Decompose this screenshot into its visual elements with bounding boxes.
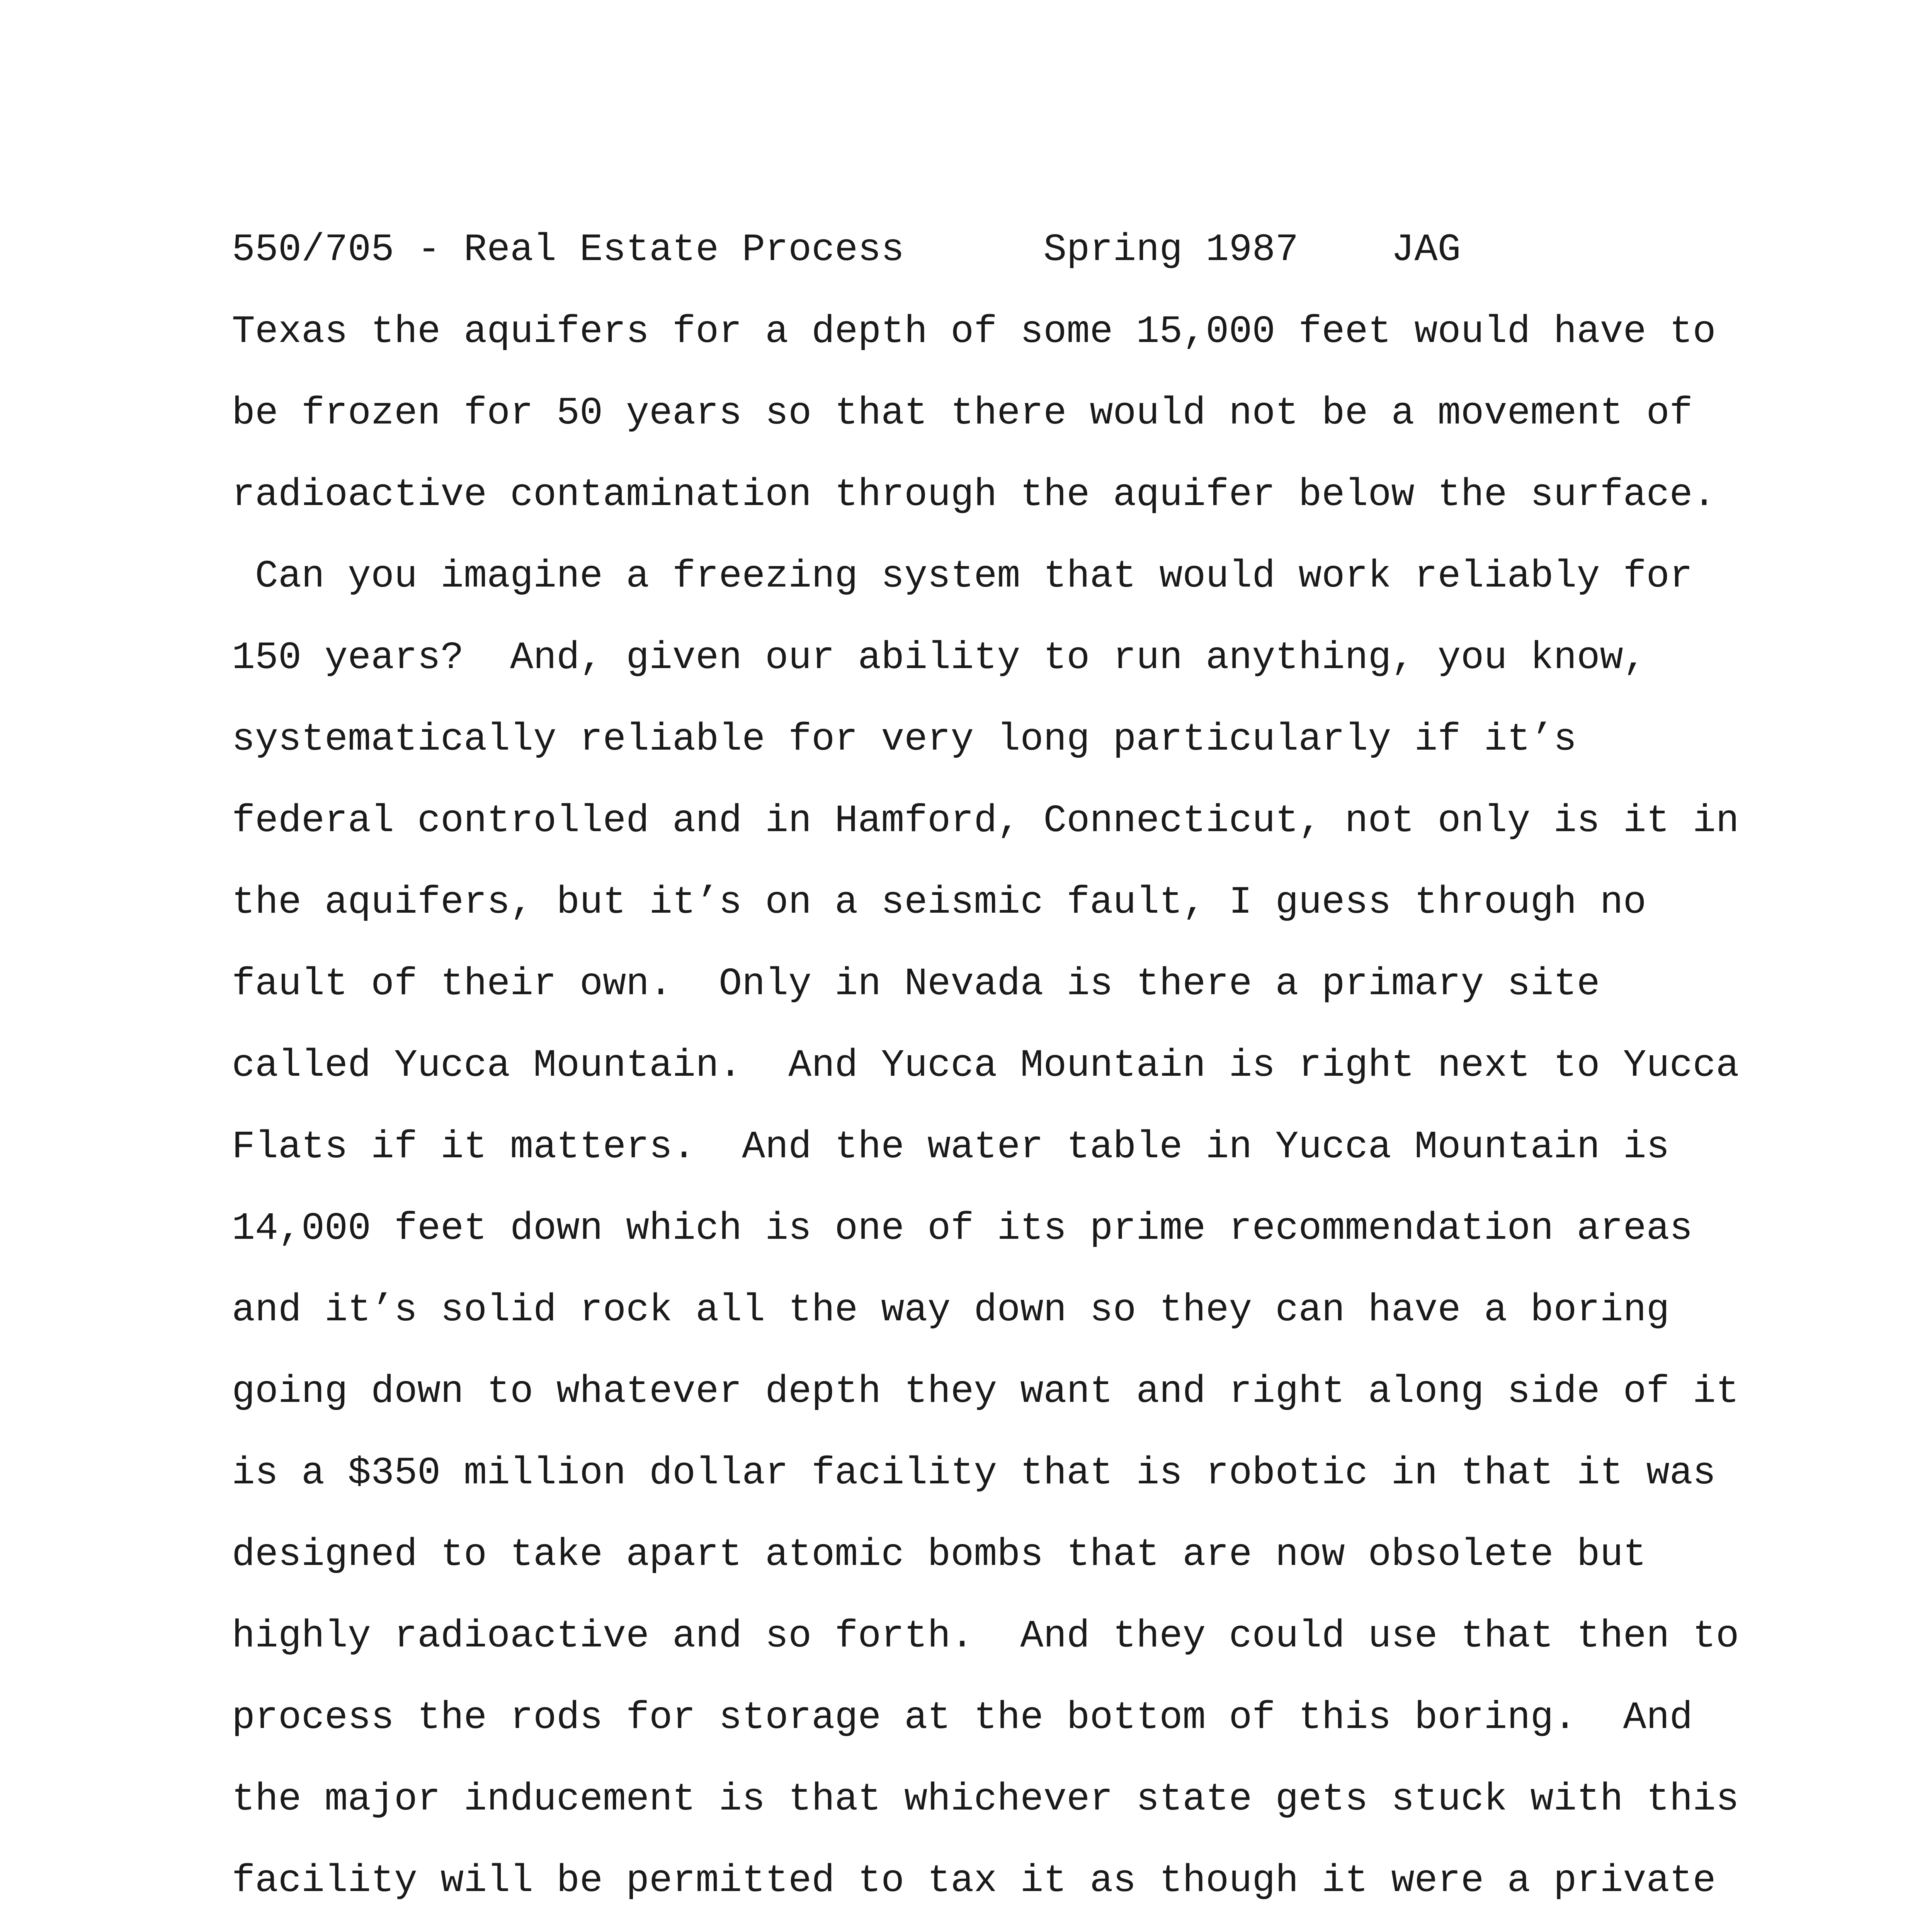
text-line: is a $350 million dollar facility that is robotic in that it was (232, 1452, 1716, 1495)
header-term: Spring 1987 (1043, 228, 1299, 272)
text-line: called Yucca Mountain. And Yucca Mountain is right next to Yucca (232, 1044, 1739, 1088)
text-line: federal controlled and in Hamford, Connecticut, not only is it in (232, 799, 1739, 843)
text-line: process the rods for storage at the bottom of this boring. And (232, 1696, 1693, 1740)
header-initials: JAG (1391, 228, 1461, 272)
text-line: Texas the aquifers for a depth of some 15,000 feet would have to (232, 310, 1716, 354)
text-line: the major inducement is that whichever state gets stuck with this (232, 1778, 1739, 1821)
text-line: 150 years? And, given our ability to run anything, you know, (232, 636, 1646, 680)
text-line: be frozen for 50 years so that there would not be a movement of (232, 392, 1693, 435)
text-line: going down to whatever depth they want and right along side of it (232, 1370, 1739, 1414)
text-line: designed to take apart atomic bombs that are now obsolete but (232, 1533, 1646, 1577)
text-line: highly radioactive and so forth. And they could use that then to (232, 1615, 1739, 1658)
text-line: Flats if it matters. And the water table in Yucca Mountain is (232, 1126, 1670, 1169)
header-course: 550/705 - Real Estate Process (232, 228, 905, 272)
text-line: systematically reliable for very long particularly if it’s (232, 718, 1577, 762)
text-line: Can you imagine a freezing system that would work reliably for (232, 555, 1693, 599)
transcript-body (232, 305, 1816, 1932)
text-line: facility will be permitted to tax it as though it were a private (232, 1859, 1716, 1903)
page-header (232, 223, 1461, 277)
text-line: 14,000 feet down which is one of its prime recommendation areas (232, 1207, 1693, 1251)
text-line: radioactive contamination through the aquifer below the surface. (232, 473, 1716, 517)
text-line: the aquifers, but it’s on a seismic fault, I guess through no (232, 881, 1646, 925)
text-line: fault of their own. Only in Nevada is there a primary site (232, 963, 1600, 1006)
text-line: and it’s solid rock all the way down so they can have a boring (232, 1289, 1670, 1332)
